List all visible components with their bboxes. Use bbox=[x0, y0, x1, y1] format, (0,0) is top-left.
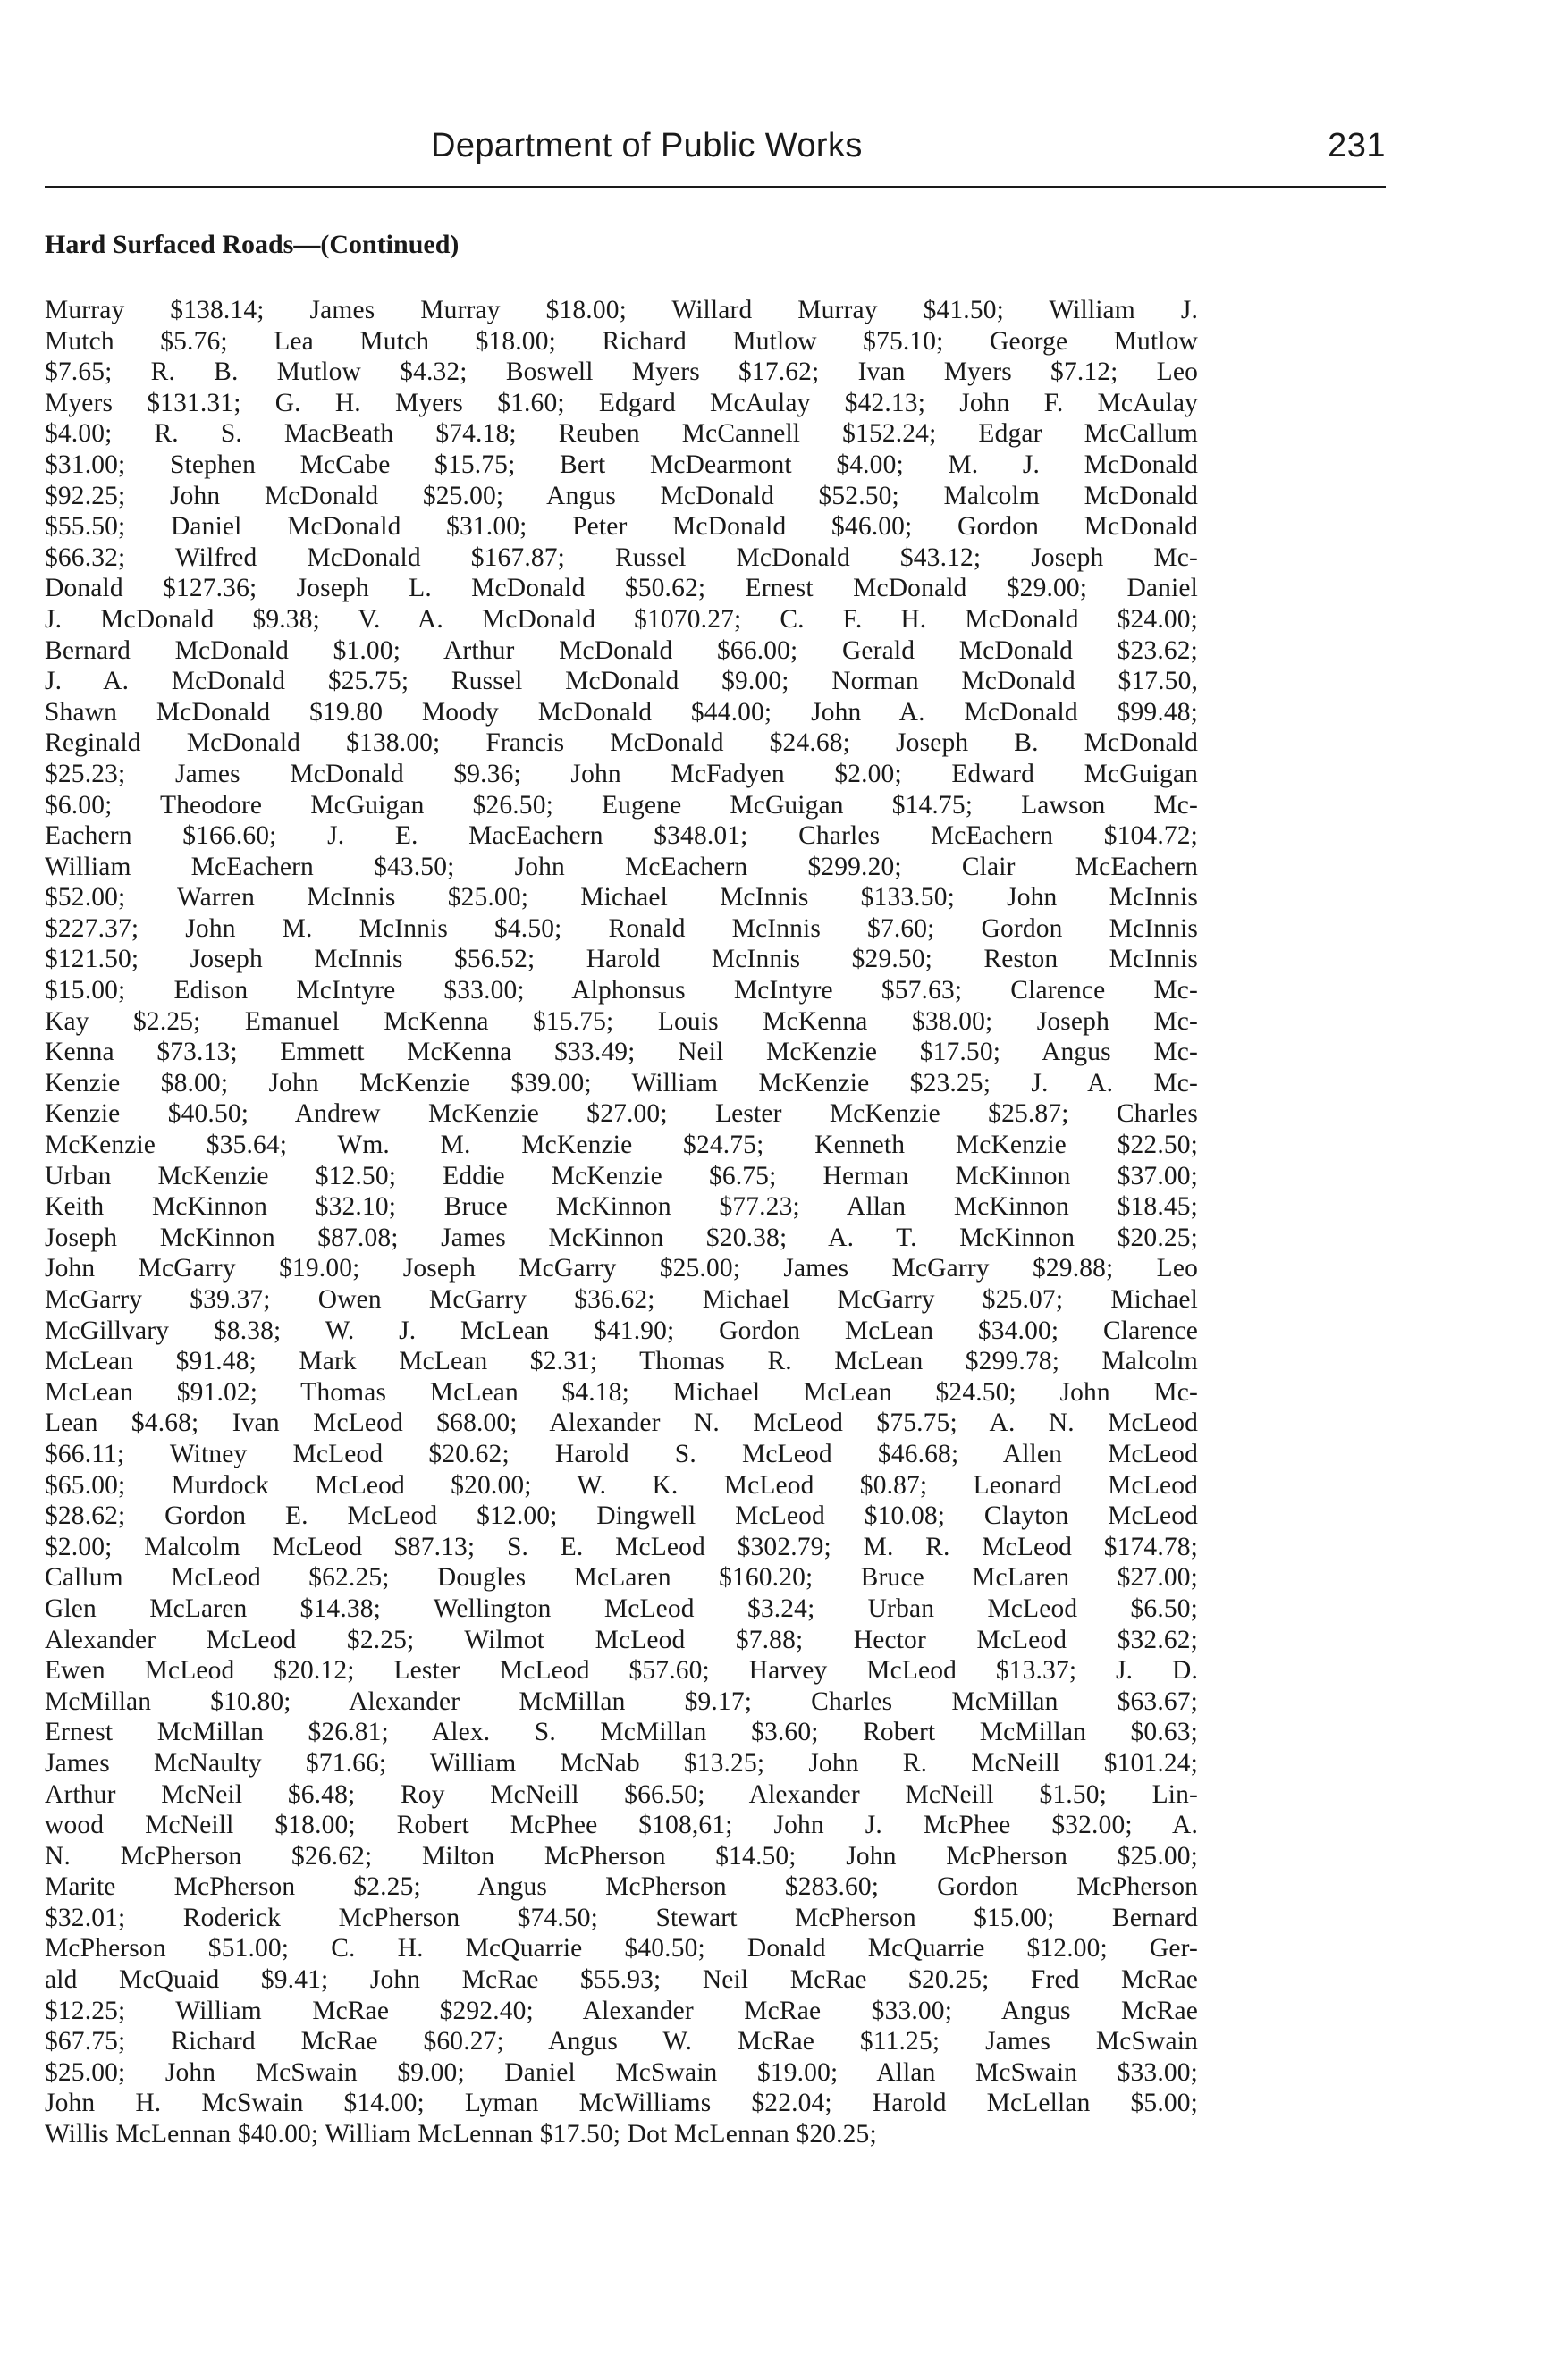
body-line: $121.50; Joseph McInnis $56.52; Harold McInnis $29.50; Reston McInnis bbox=[45, 945, 1198, 974]
body-line: John H. McSwain $14.00; Lyman McWilliams $22.04; Harold McLellan $5.00; bbox=[45, 2089, 1198, 2118]
body-line: Glen McLaren $14.38; Wellington McLeod $3.24; Urban McLeod $6.50; bbox=[45, 1594, 1198, 1623]
body-line: Eachern $166.60; J. E. MacEachern $348.01; Charles McEachern $104.72; bbox=[45, 821, 1198, 851]
body-line: Donald $127.36; Joseph L. McDonald $50.62; Ernest McDonald $29.00; Daniel bbox=[45, 574, 1198, 603]
body-line: $66.32; Wilfred McDonald $167.87; Russel McDonald $43.12; Joseph Mc- bbox=[45, 542, 1198, 572]
body-line: Joseph McKinnon $87.08; James McKinnon $20.38; A. T. McKinnon $20.25; bbox=[45, 1223, 1198, 1252]
body-line: Ernest McMillan $26.81; Alex. S. McMillan $3.60; Robert McMillan $0.63; bbox=[45, 1718, 1198, 1747]
body-line: Kenna $73.13; Emmett McKenna $33.49; Neil McKenzie $17.50; Angus Mc- bbox=[45, 1038, 1198, 1067]
body-line: McMillan $10.80; Alexander McMillan $9.17; Charles McMillan $63.67; bbox=[45, 1686, 1198, 1716]
body-line: $7.65; R. B. Mutlow $4.32; Boswell Myers $17.62; Ivan Myers $7.12; Leo bbox=[45, 357, 1198, 387]
body-line: Ewen McLeod $20.12; Lester McLeod $57.60; Harvey McLeod $13.37; J. D. bbox=[45, 1656, 1198, 1686]
body-line: $67.75; Richard McRae $60.27; Angus W. McRae $11.25; James McSwain bbox=[45, 2027, 1198, 2056]
body-line: Willis McLennan $40.00; William McLennan $17.50; Dot McLennan $20.25; bbox=[45, 2120, 877, 2149]
running-title: Department of Public Works bbox=[431, 127, 863, 164]
body-line: $65.00; Murdock McLeod $20.00; W. K. McLeod $0.87; Leonard McLeod bbox=[45, 1470, 1198, 1500]
body-line: $25.23; James McDonald $9.36; John McFadyen $2.00; Edward McGuigan bbox=[45, 759, 1198, 788]
body-line: $15.00; Edison McIntyre $33.00; Alphonsus McIntyre $57.63; Clarence Mc- bbox=[45, 976, 1198, 1005]
header-rule bbox=[45, 186, 1386, 188]
body-text bbox=[45, 295, 1198, 2150]
body-line: $227.37; John M. McInnis $4.50; Ronald McInnis $7.60; Gordon McInnis bbox=[45, 913, 1198, 943]
body-line: $52.00; Warren McInnis $25.00; Michael McInnis $133.50; John McInnis bbox=[45, 883, 1198, 912]
body-line: Marite McPherson $2.25; Angus McPherson $283.60; Gordon McPherson bbox=[45, 1872, 1198, 1902]
body-line: Keith McKinnon $32.10; Bruce McKinnon $77.23; Allan McKinnon $18.45; bbox=[45, 1192, 1198, 1222]
body-line: McGarry $39.37; Owen McGarry $36.62; Michael McGarry $25.07; Michael bbox=[45, 1285, 1198, 1314]
body-line: Myers $131.31; G. H. Myers $1.60; Edgard McAulay $42.13; John F. McAulay bbox=[45, 388, 1198, 417]
body-line: $31.00; Stephen McCabe $15.75; Bert McDearmont $4.00; M. J. McDonald bbox=[45, 450, 1198, 479]
body-line: Murray $138.14; James Murray $18.00; Willard Murray $41.50; William J. bbox=[45, 296, 1198, 324]
body-line: Bernard McDonald $1.00; Arthur McDonald $66.00; Gerald McDonald $23.62; bbox=[45, 635, 1198, 665]
body-line: Alexander McLeod $2.25; Wilmot McLeod $7.88; Hector McLeod $32.62; bbox=[45, 1625, 1198, 1654]
body-line: ald McQuaid $9.41; John McRae $55.93; Neil McRae $20.25; Fred McRae bbox=[45, 1965, 1198, 1995]
body-line: John McGarry $19.00; Joseph McGarry $25.00; James McGarry $29.88; Leo bbox=[45, 1254, 1198, 1283]
body-line: Callum McLeod $62.25; Dougles McLaren $160.20; Bruce McLaren $27.00; bbox=[45, 1563, 1198, 1593]
body-line: Kay $2.25; Emanuel McKenna $15.75; Louis McKenna $38.00; Joseph Mc- bbox=[45, 1006, 1198, 1036]
body-line: Reginald McDonald $138.00; Francis McDonald $24.68; Joseph B. McDonald bbox=[45, 728, 1198, 758]
body-line: $4.00; R. S. MacBeath $74.18; Reuben McCannell $152.24; Edgar McCallum bbox=[45, 419, 1198, 449]
body-line: Urban McKenzie $12.50; Eddie McKenzie $6.75; Herman McKinnon $37.00; bbox=[45, 1161, 1198, 1190]
running-head bbox=[45, 125, 1386, 179]
body-line: Mutch $5.76; Lea Mutch $18.00; Richard Mutlow $75.10; George Mutlow bbox=[45, 326, 1198, 356]
body-line: $28.62; Gordon E. McLeod $12.00; Dingwell McLeod $10.08; Clayton McLeod bbox=[45, 1501, 1198, 1531]
body-line: $92.25; John McDonald $25.00; Angus McDonald $52.50; Malcolm McDonald bbox=[45, 481, 1198, 510]
body-line: McGillvary $8.38; W. J. McLean $41.90; Gordon McLean $34.00; Clarence bbox=[45, 1316, 1198, 1345]
body-line: Lean $4.68; Ivan McLeod $68.00; Alexander N. McLeod $75.75; A. N. McLeod bbox=[45, 1409, 1198, 1438]
body-line: McLean $91.02; Thomas McLean $4.18; Michael McLean $24.50; John Mc- bbox=[45, 1377, 1198, 1407]
body-line: James McNaulty $71.66; William McNab $13.25; John R. McNeill $101.24; bbox=[45, 1748, 1198, 1778]
body-line: J. McDonald $9.38; V. A. McDonald $1070.27; C. F. H. McDonald $24.00; bbox=[45, 604, 1198, 634]
body-line: McPherson $51.00; C. H. McQuarrie $40.50; Donald McQuarrie $12.00; Ger- bbox=[45, 1934, 1198, 1964]
body-line: $32.01; Roderick McPherson $74.50; Stewart McPherson $15.00; Bernard bbox=[45, 1903, 1198, 1932]
body-line: $25.00; John McSwain $9.00; Daniel McSwain $19.00; Allan McSwain $33.00; bbox=[45, 2057, 1198, 2087]
body-line: $6.00; Theodore McGuigan $26.50; Eugene McGuigan $14.75; Lawson Mc- bbox=[45, 790, 1198, 820]
body-line: wood McNeill $18.00; Robert McPhee $108,61; John J. McPhee $32.00; A. bbox=[45, 1811, 1198, 1840]
body-line: Kenzie $8.00; John McKenzie $39.00; William McKenzie $23.25; J. A. Mc- bbox=[45, 1068, 1198, 1097]
body-line: McLean $91.48; Mark McLean $2.31; Thomas R. McLean $299.78; Malcolm bbox=[45, 1347, 1198, 1376]
body-line: $55.50; Daniel McDonald $31.00; Peter McDonald $46.00; Gordon McDonald bbox=[45, 512, 1198, 542]
body-line: William McEachern $43.50; John McEachern $299.20; Clair McEachern bbox=[45, 852, 1198, 881]
body-line: Shawn McDonald $19.80 Moody McDonald $44.00; John A. McDonald $99.48; bbox=[45, 697, 1198, 727]
body-line: Arthur McNeil $6.48; Roy McNeill $66.50; Alexander McNeill $1.50; Lin- bbox=[45, 1779, 1198, 1809]
body-line: McKenzie $35.64; Wm. M. McKenzie $24.75; Kenneth McKenzie $22.50; bbox=[45, 1131, 1198, 1160]
body-line: Kenzie $40.50; Andrew McKenzie $27.00; Lester McKenzie $25.87; Charles bbox=[45, 1099, 1198, 1129]
page-number: 231 bbox=[1328, 127, 1386, 164]
section-heading: Hard Surfaced Roads—(Continued) bbox=[45, 230, 460, 259]
body-line: $2.00; Malcolm McLeod $87.13; S. E. McLeod $302.79; M. R. McLeod $174.78; bbox=[45, 1532, 1198, 1561]
body-line: N. McPherson $26.62; Milton McPherson $14.50; John McPherson $25.00; bbox=[45, 1841, 1198, 1871]
body-line: $66.11; Witney McLeod $20.62; Harold S. McLeod $46.68; Allen McLeod bbox=[45, 1439, 1198, 1468]
body-line: $12.25; William McRae $292.40; Alexander McRae $33.00; Angus McRae bbox=[45, 1996, 1198, 2025]
body-line: J. A. McDonald $25.75; Russel McDonald $9.00; Norman McDonald $17.50, bbox=[45, 667, 1198, 696]
